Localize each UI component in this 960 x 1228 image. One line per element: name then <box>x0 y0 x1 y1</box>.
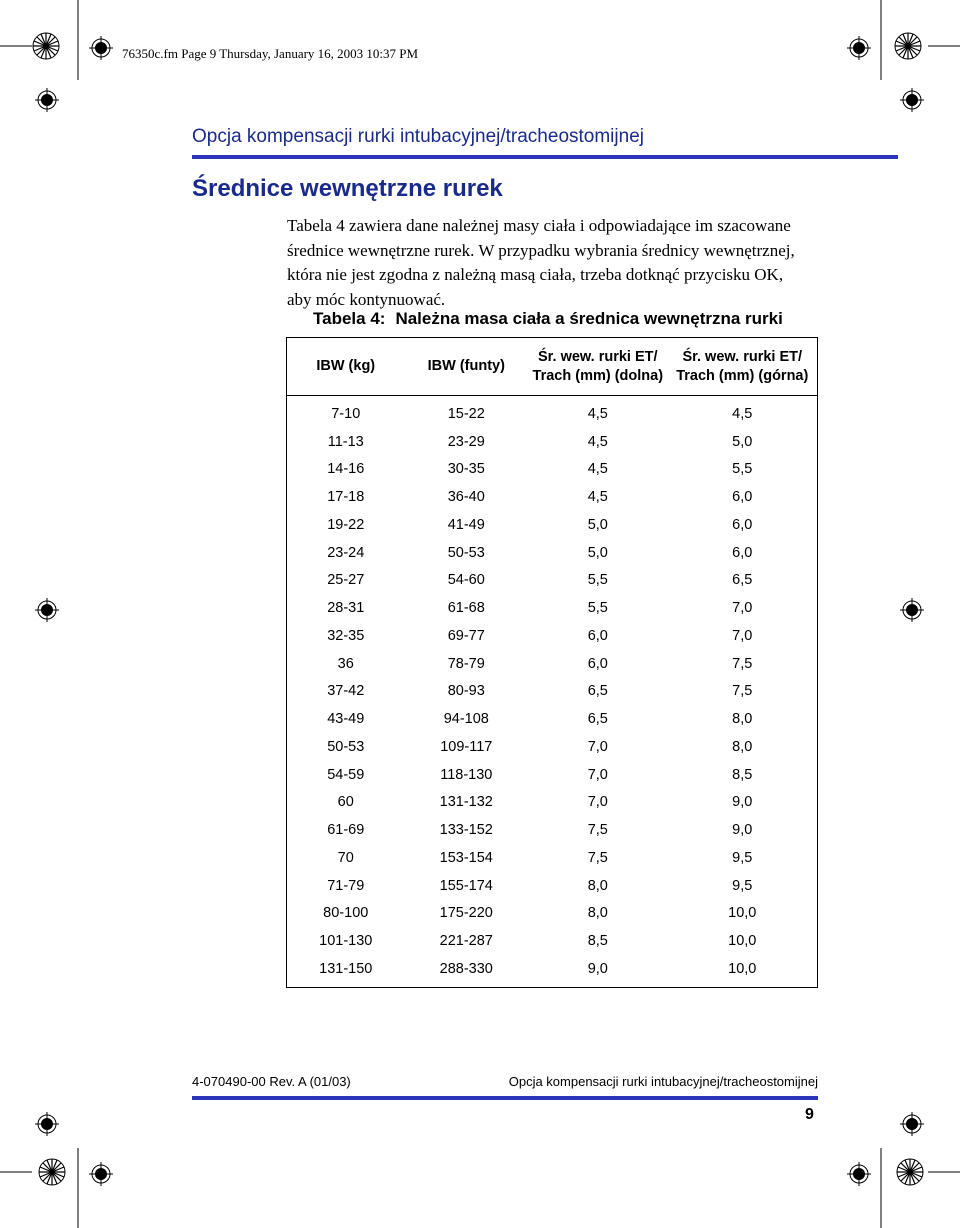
table-cell: 118-130 <box>440 766 493 783</box>
table-row <box>287 733 818 761</box>
intro-line: średnice wewnętrzne rurek. W przypadku wybrania średnicy wewnętrznej, <box>287 240 795 260</box>
table-cell: 9,0 <box>732 794 753 811</box>
table-row <box>287 428 818 456</box>
table-cell: 6,0 <box>732 489 753 506</box>
starburst-icon <box>32 32 60 60</box>
table-cell: 5,5 <box>587 572 608 589</box>
table-cell: 50-53 <box>327 738 365 755</box>
table-row <box>287 927 818 955</box>
table-cell: 54-59 <box>327 766 365 783</box>
table-cell: 10,0 <box>728 960 757 977</box>
table-cell: 133-152 <box>439 822 493 839</box>
footer-running-title: Opcja kompensacji rurki intubacyjnej/tracheostomijnej <box>508 1074 818 1089</box>
table-body <box>287 396 818 988</box>
table-cell: 70 <box>337 849 354 866</box>
header-rule <box>192 155 898 159</box>
table-cell: 5,5 <box>732 461 753 478</box>
table-caption-label: Tabela 4: <box>313 309 386 328</box>
starburst-icon <box>894 32 922 60</box>
crosshair-target-icon <box>89 36 113 60</box>
table-cell: 7,5 <box>587 822 608 839</box>
table-cell: 43-49 <box>327 711 365 728</box>
table-header-row <box>287 338 818 396</box>
crosshair-target-icon <box>900 88 924 112</box>
table-cell: 175-220 <box>439 905 493 922</box>
table-cell: 7,0 <box>587 794 608 811</box>
intro-line: która nie jest zgodna z należną masą ciała, trzeba dotknąć przycisku OK, <box>287 265 784 284</box>
crosshair-target-icon <box>847 1162 871 1186</box>
crosshair-target-icon <box>847 36 871 60</box>
intro-line: Tabela 4 zawiera dane należnej masy ciała i odpowiadające im szacowane <box>287 216 791 235</box>
table-cell: 4,5 <box>587 461 608 478</box>
crosshair-target-icon <box>900 1112 924 1136</box>
table-cell: 8,5 <box>587 933 608 950</box>
table-cell: 5,0 <box>587 516 608 533</box>
table-cell: 17-18 <box>327 489 365 506</box>
table-cell: 69-77 <box>447 627 485 644</box>
table-cell: 9,0 <box>587 960 608 977</box>
table-row <box>287 678 818 706</box>
crosshair-target-icon <box>35 88 59 112</box>
table-cell: 14-16 <box>327 461 365 478</box>
table-cell: 19-22 <box>327 516 365 533</box>
table-cell: 131-150 <box>319 960 373 977</box>
section-title: Średnice wewnętrzne rurek <box>192 175 503 202</box>
table-cell: 109-117 <box>440 738 493 755</box>
table-row <box>287 900 818 928</box>
table-cell: 5,0 <box>587 544 608 561</box>
intro-paragraph <box>287 214 847 312</box>
column-header: Śr. wew. rurki ET/ Trach (mm) (dolna) <box>532 348 664 384</box>
table-cell: 32-35 <box>327 627 365 644</box>
table-cell: 8,0 <box>732 738 753 755</box>
table-cell: 101-130 <box>319 933 373 950</box>
table-cell: 6,0 <box>587 627 608 644</box>
table-cell: 9,0 <box>732 822 753 839</box>
table-cell: 7,0 <box>587 738 608 755</box>
column-header: Śr. wew. rurki ET/ Trach (mm) (górna) <box>676 348 809 384</box>
table-cell: 23-29 <box>447 433 485 450</box>
table-row <box>287 539 818 567</box>
table-row <box>287 844 818 872</box>
ibw-table <box>286 337 818 988</box>
table-caption <box>313 309 783 329</box>
table-row <box>287 789 818 817</box>
table-row <box>287 705 818 733</box>
table-row <box>287 622 818 650</box>
table-cell: 94-108 <box>443 711 489 728</box>
table-cell: 10,0 <box>728 905 757 922</box>
print-slug: 76350c.fm Page 9 Thursday, January 16, 2003 10:37 PM <box>122 46 419 61</box>
table-cell: 4,5 <box>587 405 608 422</box>
table-cell: 4,5 <box>587 489 608 506</box>
table-cell: 30-35 <box>447 461 485 478</box>
crosshair-target-icon <box>89 1162 113 1186</box>
table-cell: 4,5 <box>587 433 608 450</box>
table-row <box>287 650 818 678</box>
table-cell: 11-13 <box>327 433 364 450</box>
table-cell: 6,0 <box>732 544 753 561</box>
table-cell: 6,0 <box>732 516 753 533</box>
table-row <box>287 511 818 539</box>
table-cell: 5,5 <box>587 600 608 617</box>
table-cell: 60 <box>337 794 354 811</box>
table-caption-text: Należna masa ciała a średnica wewnętrzna rurki <box>395 309 783 328</box>
table-cell: 288-330 <box>439 960 493 977</box>
footer-doc-number: 4-070490-00 Rev. A (01/03) <box>192 1074 351 1089</box>
table-cell: 54-60 <box>447 572 485 589</box>
table-cell: 8,0 <box>587 905 608 922</box>
table-cell: 6,5 <box>732 572 753 589</box>
table-cell: 78-79 <box>447 655 485 672</box>
table-cell: 7,0 <box>732 627 753 644</box>
table-cell: 80-93 <box>447 683 485 700</box>
table-cell: 25-27 <box>327 572 365 589</box>
table-row <box>287 816 818 844</box>
table-row <box>287 955 818 987</box>
column-header: IBW (kg) <box>316 358 376 374</box>
table-cell: 7,5 <box>587 849 608 866</box>
table-cell: 221-287 <box>439 933 493 950</box>
starburst-icon <box>38 1158 66 1186</box>
table-cell: 9,5 <box>732 849 753 866</box>
intro-line: aby móc kontynuować. <box>287 289 446 309</box>
table-cell: 4,5 <box>732 405 753 422</box>
table-cell: 10,0 <box>728 933 757 950</box>
table-cell: 155-174 <box>439 877 493 894</box>
table-row <box>287 761 818 789</box>
starburst-icon <box>896 1158 924 1186</box>
table-cell: 23-24 <box>327 544 365 561</box>
table-cell: 6,5 <box>587 683 608 700</box>
table-cell: 8,0 <box>732 711 753 728</box>
table-cell: 7,5 <box>732 655 753 672</box>
table-cell: 15-22 <box>447 405 485 422</box>
table-cell: 80-100 <box>323 905 369 922</box>
table-row <box>287 396 818 428</box>
table-cell: 50-53 <box>447 544 485 561</box>
table-cell: 37-42 <box>327 683 365 700</box>
table-row <box>287 872 818 900</box>
crosshair-target-icon <box>35 598 59 622</box>
table-cell: 28-31 <box>327 600 365 617</box>
table-cell: 7,0 <box>587 766 608 783</box>
table-cell: 71-79 <box>327 877 365 894</box>
table-cell: 61-69 <box>327 822 365 839</box>
table-row <box>287 567 818 595</box>
crosshair-target-icon <box>900 598 924 622</box>
table-cell: 6,0 <box>587 655 608 672</box>
table-cell: 7,0 <box>732 600 753 617</box>
table-cell: 61-68 <box>447 600 485 617</box>
table-cell: 36-40 <box>447 489 485 506</box>
page-number: 9 <box>805 1106 814 1123</box>
running-header: Opcja kompensacji rurki intubacyjnej/tracheostomijnej <box>192 126 644 147</box>
table-row <box>287 594 818 622</box>
column-header: IBW (funty) <box>427 358 505 374</box>
crosshair-target-icon <box>35 1112 59 1136</box>
footer-rule <box>192 1096 818 1100</box>
table-row <box>287 456 818 484</box>
table-cell: 9,5 <box>732 877 753 894</box>
table-cell: 8,0 <box>587 877 608 894</box>
table-cell: 5,0 <box>732 433 753 450</box>
table-cell: 131-132 <box>439 794 493 811</box>
table-cell: 8,5 <box>732 766 753 783</box>
table-cell: 7-10 <box>331 405 361 422</box>
table-cell: 36 <box>337 655 354 672</box>
table-cell: 7,5 <box>732 683 753 700</box>
table-cell: 6,5 <box>587 711 608 728</box>
table-cell: 153-154 <box>439 849 493 866</box>
table-row <box>287 483 818 511</box>
table-cell: 41-49 <box>447 516 485 533</box>
